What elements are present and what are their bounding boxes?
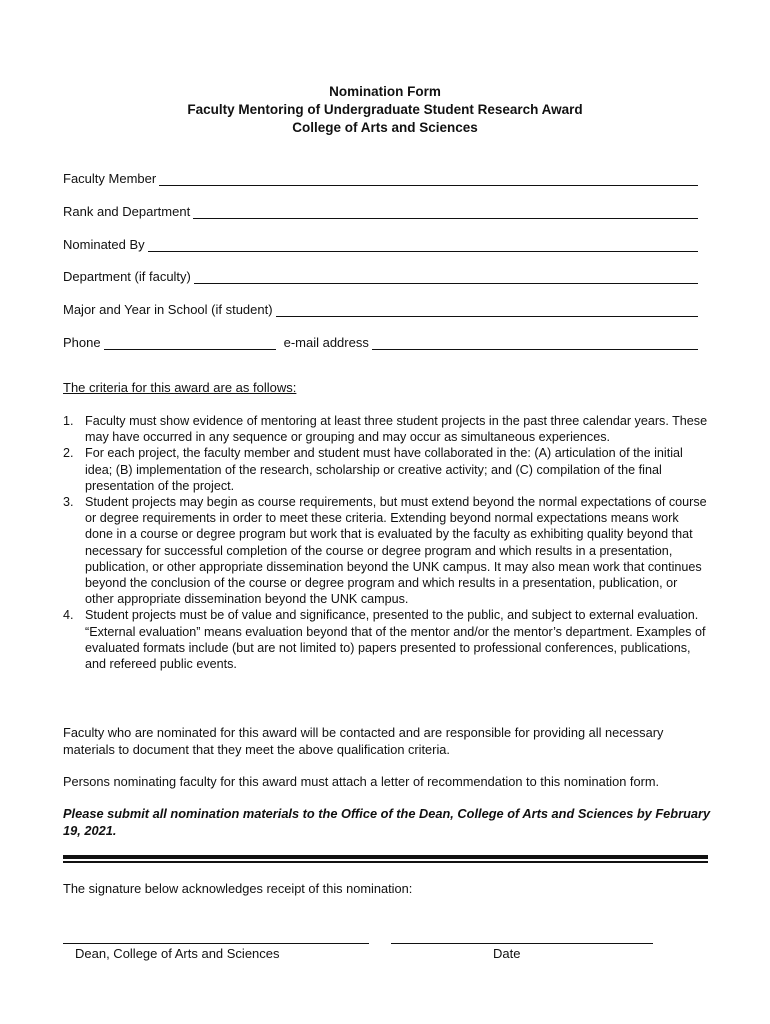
- criteria-item: [63, 413, 708, 445]
- title-line-3: College of Arts and Sciences: [292, 120, 478, 135]
- faculty-member-label: Faculty Member: [63, 171, 157, 186]
- criteria-number: 3.: [63, 495, 74, 510]
- rank-department-field: [63, 201, 698, 219]
- criteria-text: For each project, the faculty member and student must have collaborated in the: (A) articulation of the initial idea; (B) implementation of the research, scholarship or creative activity; and (C) compilation of the final presentation of the project.: [85, 446, 683, 493]
- nominated-by-blank[interactable]: [148, 237, 698, 252]
- rank-department-blank[interactable]: [193, 204, 698, 219]
- phone-label: Phone: [63, 335, 101, 350]
- email-label: e-mail address: [283, 335, 369, 350]
- criteria-item: [63, 607, 708, 672]
- title-line-1: Nomination Form: [329, 84, 441, 99]
- criteria-number: 4.: [63, 608, 74, 623]
- dean-signature-line[interactable]: [63, 943, 369, 944]
- criteria-item: [63, 494, 708, 607]
- rank-department-label: Rank and Department: [63, 204, 191, 219]
- email-blank[interactable]: [372, 335, 698, 350]
- divider-thin: [63, 861, 708, 863]
- department-label: Department (if faculty): [63, 269, 191, 284]
- contact-paragraph: Faculty who are nominated for this award will be contacted and are responsible for providing all necessary materials to document that they meet the above qualification criteria.: [63, 725, 664, 757]
- acknowledgement-text: The signature below acknowledges receipt of this nomination:: [63, 881, 413, 896]
- major-year-label: Major and Year in School (if student): [63, 302, 273, 317]
- dean-signature-label: Dean, College of Arts and Sciences: [75, 946, 280, 961]
- criteria-number: 2.: [63, 446, 74, 461]
- date-signature-line[interactable]: [391, 943, 653, 944]
- nominated-by-label: Nominated By: [63, 237, 145, 252]
- nominated-by-field: [63, 234, 698, 252]
- criteria-text: Student projects may begin as course requirements, but must extend beyond the normal expectations of course or degree requirements in order to meet these criteria. Extending beyond normal expectations means work done in a course or degree program but work that is evaluated by the faculty as exhibiting quality beyond that necessary for successful completion of the course or degree program and which results in a presentation, publication, or other appropriate dissemination beyond the UNK campus. It may also mean work that continues beyond the conclusion of the course or degree program and which results in a presentation, publication, or other appropriate dissemination beyond the UNK campus.: [85, 495, 707, 607]
- criteria-item: [63, 445, 708, 494]
- criteria-text: Student projects must be of value and significance, presented to the public, and subject to external evaluation. “External evaluation” means evaluation beyond that of the mentor and/or the mentor’s department. Examples of evaluated formats include (but are not limited to) papers presented to professional conferences, publications, and refereed public events.: [85, 608, 706, 672]
- faculty-member-field: [63, 168, 698, 186]
- department-field: [63, 266, 698, 284]
- criteria-list: [63, 413, 708, 672]
- major-year-field: [63, 299, 698, 317]
- major-year-blank[interactable]: [276, 302, 698, 317]
- phone-blank[interactable]: [104, 335, 276, 350]
- submit-paragraph: Please submit all nomination materials to the Office of the Dean, College of Arts and Sciences by February 19, 2021.: [63, 806, 711, 838]
- phone-email-field: [63, 332, 698, 350]
- faculty-member-blank[interactable]: [159, 171, 698, 186]
- criteria-text: Faculty must show evidence of mentoring at least three student projects in the past three calendar years. These may have occurred in any sequence or grouping and may occur as simultaneous experiences.: [85, 414, 708, 445]
- divider-thick: [63, 855, 708, 859]
- date-label: Date: [493, 946, 521, 961]
- form-title: [0, 83, 770, 137]
- letter-paragraph: Persons nominating faculty for this award must attach a letter of recommendation to this nomination form.: [63, 774, 660, 789]
- criteria-heading: The criteria for this award are as follows:: [63, 380, 297, 395]
- department-blank[interactable]: [194, 269, 698, 284]
- title-line-2: Faculty Mentoring of Undergraduate Student Research Award: [187, 102, 583, 117]
- criteria-number: 1.: [63, 414, 74, 428]
